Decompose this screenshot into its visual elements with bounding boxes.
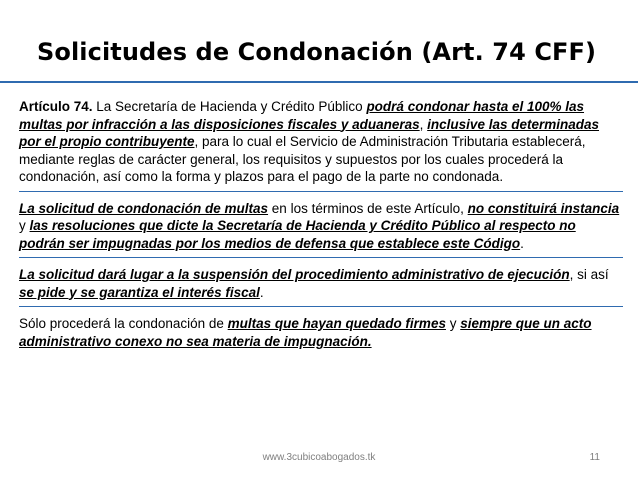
text-run: y — [19, 218, 30, 233]
text-run: en los términos de este Artículo, — [268, 200, 468, 216]
emphasis-run: las resoluciones que dicte la Secretaría de Hacienda y Crédito Público al respecto no podrán ser impugnadas por los medios de defensa que establece este Código — [19, 218, 576, 251]
paragraph-multas-firmes — [19, 315, 623, 355]
page-number: 11 — [589, 452, 600, 463]
emphasis-run: La solicitud dará lugar a la suspensión del procedimiento administrativo de ejecución — [19, 267, 570, 282]
paragraph-solicitud-multas — [19, 200, 623, 259]
emphasis-run: inclusive las determinadas por el propio contribuyente — [19, 116, 600, 149]
slide-title: Solicitudes de Condonación (Art. 74 CFF) — [37, 38, 597, 66]
paragraph-suspension — [19, 266, 623, 307]
emphasis-run: multas que hayan quedado firmes — [227, 316, 446, 331]
emphasis-run: La solicitud de condonación de multas — [19, 200, 269, 216]
text-run: La Secretaría de Hacienda y Crédito Público — [92, 99, 367, 114]
emphasis-run: no constituirá instancia — [467, 200, 620, 216]
text-run: y — [445, 316, 461, 331]
article-label: Artículo 74. — [19, 99, 93, 114]
paragraph-article-74 — [19, 98, 623, 192]
text-run: . — [520, 235, 524, 251]
title-divider — [0, 81, 638, 83]
emphasis-run: se pide y se garantiza el interés fiscal — [19, 284, 260, 300]
text-run: Sólo procederá la condonación de — [19, 316, 228, 331]
emphasis-run: siempre que un acto administrativo conexo no sea materia de impugnación. — [19, 316, 592, 349]
footer-url: www.3cubicoabogados.tk — [262, 452, 376, 463]
text-run: , para lo cual el Servicio de Administración Tributaria establecerá, mediante reglas de carácter general, los requisitos y supuestos por los cuales procederá la condonación, así como la forma y plazos para el pago de la parte no condonada. — [19, 134, 586, 184]
text-run: , si así — [569, 267, 609, 282]
text-run: , — [419, 116, 428, 132]
text-run: . — [259, 284, 264, 300]
emphasis-run: podrá condonar hasta el 100% las multas por infracción a las disposiciones fiscales y aduaneras — [19, 99, 585, 132]
slide-body — [19, 98, 623, 363]
